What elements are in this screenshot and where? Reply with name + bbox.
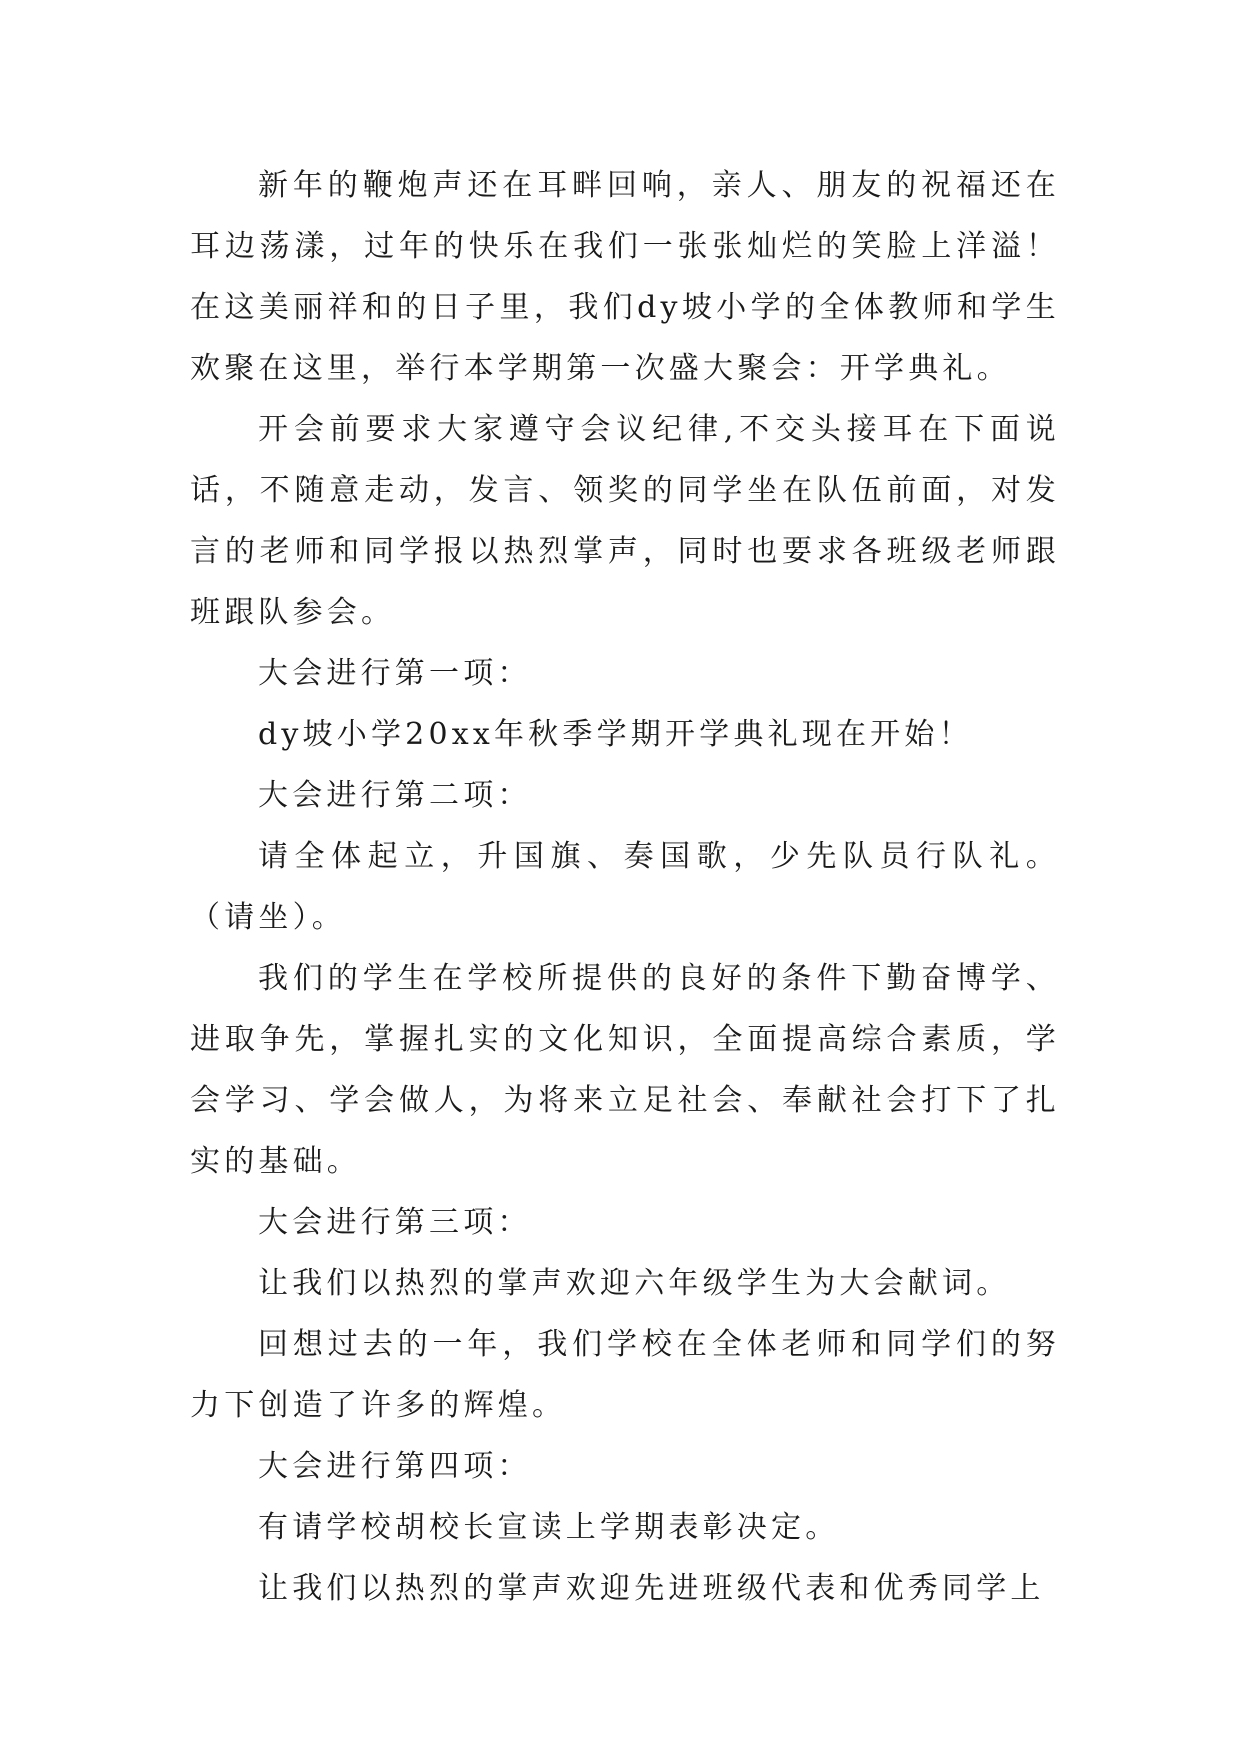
paragraph: 让我们以热烈的掌声欢迎先进班级代表和优秀同学上 [258, 1571, 1045, 1606]
paragraph: 大会进行第四项： [258, 1449, 532, 1484]
paragraph: 大会进行第二项： [258, 778, 532, 813]
paragraph: 大会进行第一项： [258, 656, 532, 691]
paragraph: 新年的鞭炮声还在耳畔回响，亲人、朋友的祝福还在耳边荡漾，过年的快乐在我们一张张灿烂的笑脸上洋溢！在这美丽祥和的日子里，我们dy坡小学的全体教师和学生欢聚在这里，举行本学期第一次盛大聚会：开学典礼。 [190, 168, 1060, 386]
paragraph: 我们的学生在学校所提供的良好的条件下勤奋博学、进取争先，掌握扎实的文化知识，全面提高综合素质，学会学习、学会做人，为将来立足社会、奉献社会打下了扎实的基础。 [190, 961, 1060, 1179]
paragraph: 开会前要求大家遵守会议纪律,不交头接耳在下面说话，不随意走动，发言、领奖的同学坐在队伍前面，对发言的老师和同学报以热烈掌声，同时也要求各班级老师跟班跟队参会。 [190, 412, 1060, 630]
paragraph: 请全体起立，升国旗、奏国歌，少先队员行队礼。（请坐）。 [190, 839, 1060, 935]
paragraph: 让我们以热烈的掌声欢迎六年级学生为大会献词。 [258, 1266, 1011, 1301]
paragraph: 回想过去的一年，我们学校在全体老师和同学们的努力下创造了许多的辉煌。 [190, 1327, 1060, 1423]
document-body [190, 155, 1060, 1619]
paragraph: dy坡小学20xx年秋季学期开学典礼现在开始！ [258, 717, 973, 752]
paragraph: 有请学校胡校长宣读上学期表彰决定。 [258, 1510, 840, 1545]
paragraph: 大会进行第三项： [258, 1205, 532, 1240]
